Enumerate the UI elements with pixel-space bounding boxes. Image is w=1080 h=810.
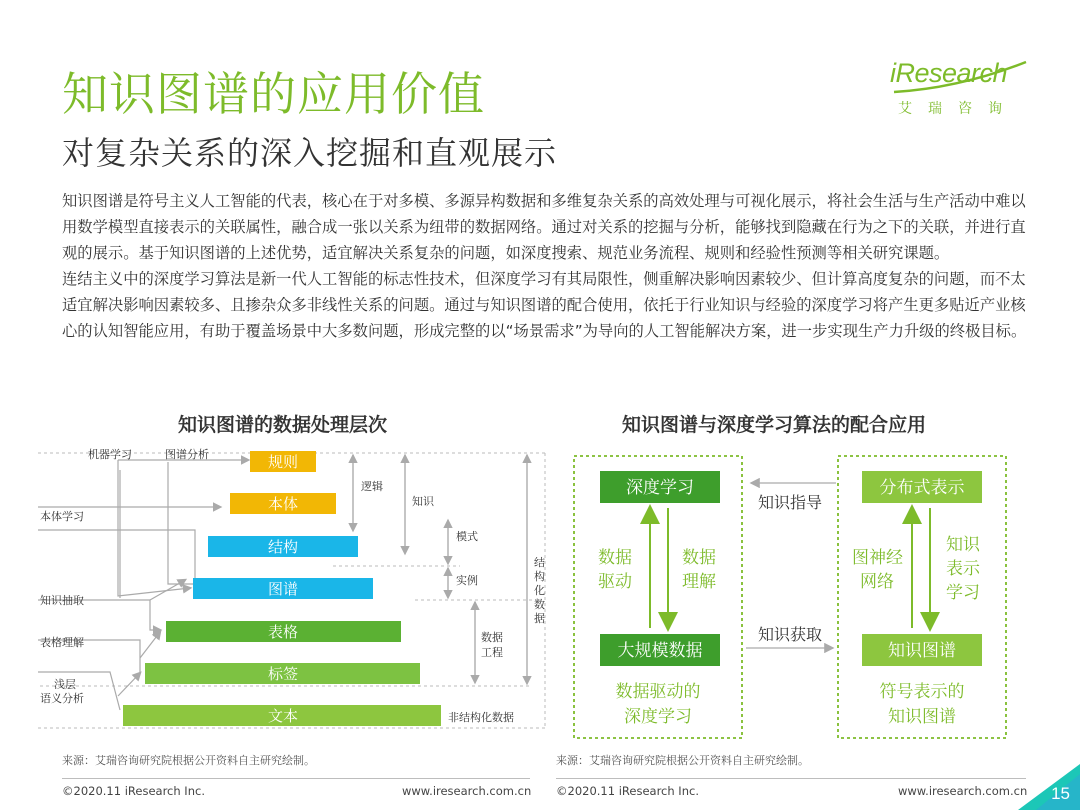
box-knowledge-graph-label: 知识图谱 — [888, 641, 956, 661]
label-structured: 化 — [534, 584, 545, 597]
label-data-eng-2: 工程 — [481, 646, 503, 659]
page-title: 知识图谱的应用价值 — [62, 67, 485, 121]
left-diagram-title: 知识图谱的数据处理层次 — [178, 414, 388, 436]
page-corner-shape — [1018, 764, 1080, 810]
bar-label: 标签 — [267, 665, 299, 683]
label-structured: 构 — [534, 570, 545, 583]
label-data-understand-1: 数据 — [682, 548, 716, 568]
left-diagram — [38, 447, 545, 728]
bar-label: 结构 — [267, 538, 299, 556]
caption-left-2: 深度学习 — [624, 707, 692, 727]
label-data-driven-2: 驱动 — [598, 572, 632, 592]
footer-divider-left — [62, 778, 530, 779]
right-diagram-title: 知识图谱与深度学习算法的配合应用 — [622, 414, 927, 436]
right-diagram — [574, 456, 1006, 738]
logo-sub: 艾瑞咨询 — [898, 101, 1018, 117]
box-distributed-label: 分布式表示 — [879, 478, 965, 498]
source-left: 来源：艾瑞咨询研究院根据公开资料自主研究绘制。 — [62, 754, 315, 767]
paragraph-1: 知识图谱是符号主义人工智能的代表，核心在于对多模、多源异构数据和多维复杂关系的高效处理与可视化展示，将社会生活与生产活动中难以用数学模型直接表示的关联属性，融合成一张以关系为纽带的数据网络。通过对关系的挖掘与分析，能够找到隐藏在行为之下的关联，并进行直观的展示。基于知识图谱的上述优势，适宜解决关系复杂的问题，如深度搜索、规范业务流程、规则和经验性预测等相关研究课题。 — [62, 192, 1026, 262]
label-structured: 结 — [534, 556, 545, 569]
label-knowledge-extraction: 知识抽取 — [40, 594, 84, 607]
label-structured: 据 — [534, 612, 545, 625]
label-kr-2: 表示 — [946, 559, 980, 579]
label-table-understanding: 表格理解 — [40, 636, 84, 649]
source-right: 来源：艾瑞咨询研究院根据公开资料自主研究绘制。 — [556, 754, 809, 767]
footer-copyright-right: ©2020.11 iResearch Inc. — [556, 784, 699, 798]
label-knowledge: 知识 — [412, 495, 434, 508]
label-machine-learning: 机器学习 — [88, 448, 132, 461]
label-shallow: 浅层 — [54, 678, 76, 691]
page-number: 15 — [1051, 784, 1070, 803]
bar-label: 文本 — [267, 707, 299, 725]
label-graph-analysis: 图谱分析 — [165, 448, 209, 461]
page-subtitle: 对复杂关系的深入挖掘和直观展示 — [62, 134, 558, 172]
caption-right-2: 知识图谱 — [888, 707, 956, 727]
label-ontology-learning: 本体学习 — [40, 510, 84, 523]
footer-copyright-left: ©2020.11 iResearch Inc. — [62, 784, 205, 798]
caption-right-1: 符号表示的 — [879, 682, 965, 702]
label-pattern: 模式 — [456, 530, 478, 543]
label-structured: 数 — [534, 598, 545, 611]
bar-label: 规则 — [267, 453, 299, 471]
label-instance: 实例 — [456, 574, 478, 587]
bar-label: 图谱 — [267, 580, 299, 598]
label-kr-1: 知识 — [946, 535, 980, 555]
bar-label: 表格 — [267, 623, 299, 641]
label-data-understand-2: 理解 — [682, 572, 716, 592]
caption-left-1: 数据驱动的 — [615, 682, 701, 702]
label-knowledge-acquisition: 知识获取 — [757, 625, 823, 644]
label-kr-3: 学习 — [946, 583, 980, 603]
box-big-data-label: 大规模数据 — [617, 641, 703, 661]
label-semantic-analysis: 语义分析 — [40, 692, 84, 705]
label-data-driven-1: 数据 — [598, 548, 632, 568]
label-logic: 逻辑 — [361, 480, 383, 493]
footer-url-left: www.iresearch.com.cn — [402, 784, 532, 798]
logo-word: iResearch — [890, 58, 1008, 88]
box-deep-learning-label: 深度学习 — [626, 478, 694, 498]
label-gnn-2: 网络 — [860, 572, 894, 592]
label-knowledge-guidance: 知识指导 — [757, 493, 823, 512]
footer-divider-right — [556, 778, 1026, 779]
label-data-eng-1: 数据 — [481, 631, 503, 644]
bar-label: 本体 — [267, 495, 299, 513]
label-gnn-1: 图神经 — [852, 548, 903, 568]
paragraph-2: 连结主义中的深度学习算法是新一代人工智能的标志性技术，但深度学习有其局限性，侧重解决影响因素较少、但计算高度复杂的问题，而不太适宜解决影响因素较多、且掺杂众多非线性关系的问题。通过与知识图谱的配合使用，依托于行业知识与经验的深度学习将产生更多贴近产业核心的认知智能应用，有助于覆盖场景中大多数问题，形成完整的以“场景需求”为导向的人工智能解决方案，进一步实现生产力升级的终极目标。 — [62, 270, 1027, 340]
label-unstructured: 非结构化数据 — [448, 711, 514, 724]
footer-url-right: www.iresearch.com.cn — [898, 784, 1028, 798]
